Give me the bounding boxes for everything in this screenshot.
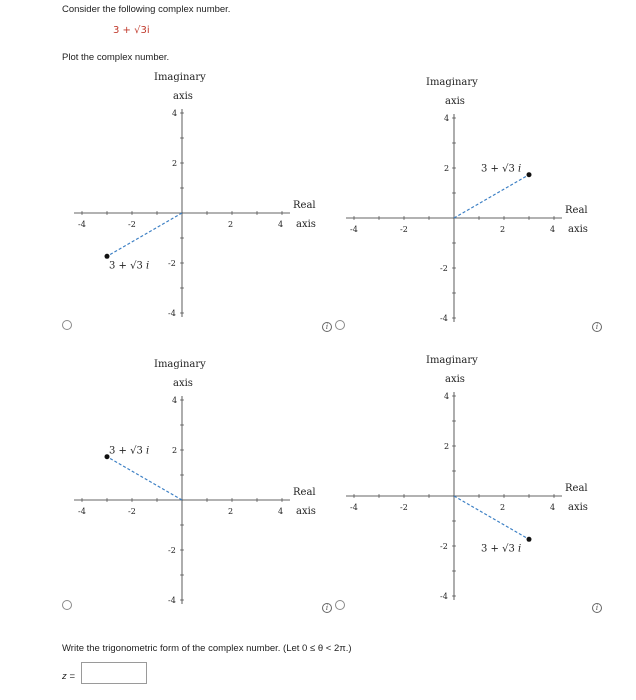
imaginary-axis-title-2: axis bbox=[445, 96, 465, 107]
y-tick-label: -4 bbox=[168, 309, 176, 318]
x-tick-label: 4 bbox=[550, 225, 556, 234]
answer-label: z = bbox=[62, 671, 75, 682]
imaginary-axis-title: Imaginary bbox=[154, 72, 206, 83]
imaginary-axis-title-2: axis bbox=[445, 374, 465, 385]
x-tick-label: -4 bbox=[78, 220, 86, 229]
y-tick-label: -4 bbox=[168, 596, 176, 605]
point-label: 3 + √3 i bbox=[481, 543, 522, 555]
y-tick-label: -2 bbox=[168, 259, 176, 268]
y-tick-label: 4 bbox=[444, 392, 450, 401]
question-prompt: Consider the following complex number. bbox=[62, 4, 231, 15]
x-tick-label: -2 bbox=[400, 503, 408, 512]
trig-form-prompt: Write the trigonometric form of the complex number. (Let 0 ≤ θ < 2π.) bbox=[62, 643, 352, 654]
option-d-info-icon[interactable]: i bbox=[592, 603, 602, 613]
x-tick-label: 2 bbox=[500, 503, 506, 512]
point-label: 3 + √3 i bbox=[481, 163, 522, 175]
imaginary-axis-title-2: axis bbox=[173, 91, 193, 102]
point-label: 3 + √3 i bbox=[109, 445, 150, 457]
y-tick-label: -2 bbox=[168, 546, 176, 555]
imaginary-axis-title-2: axis bbox=[173, 378, 193, 389]
option-b-info-icon[interactable]: i bbox=[592, 322, 602, 332]
real-axis-title-2: axis bbox=[296, 506, 316, 517]
imaginary-axis-title: Imaginary bbox=[154, 359, 206, 370]
real-axis-title-2: axis bbox=[568, 224, 588, 235]
x-tick-label: 4 bbox=[278, 507, 284, 516]
y-tick-label: 2 bbox=[172, 159, 178, 168]
vector-line bbox=[454, 496, 529, 539]
plot-prompt: Plot the complex number. bbox=[62, 52, 170, 63]
imaginary-axis-title: Imaginary bbox=[426, 77, 478, 88]
option-d-radio[interactable] bbox=[335, 600, 345, 610]
real-axis-title-2: axis bbox=[568, 502, 588, 513]
real-axis-title-2: axis bbox=[296, 219, 316, 230]
real-axis-title: Real bbox=[565, 205, 588, 216]
y-tick-label: -4 bbox=[440, 314, 448, 323]
y-tick-label: -2 bbox=[440, 264, 448, 273]
x-tick-label: 4 bbox=[550, 503, 556, 512]
y-tick-label: -4 bbox=[440, 592, 448, 601]
x-tick-label: -2 bbox=[128, 220, 136, 229]
x-tick-label: 2 bbox=[228, 507, 234, 516]
x-tick-label: -4 bbox=[350, 503, 358, 512]
x-tick-label: 4 bbox=[278, 220, 284, 229]
imaginary-axis-title: Imaginary bbox=[426, 355, 478, 366]
x-tick-label: 2 bbox=[500, 225, 506, 234]
y-tick-label: -2 bbox=[440, 542, 448, 551]
y-tick-label: 4 bbox=[444, 114, 450, 123]
x-tick-label: -4 bbox=[78, 507, 86, 516]
real-axis-title: Real bbox=[565, 483, 588, 494]
y-tick-label: 4 bbox=[172, 396, 178, 405]
x-tick-label: -2 bbox=[400, 225, 408, 234]
complex-number-expression: 3 + √3i bbox=[113, 25, 150, 36]
complex-point bbox=[527, 537, 532, 542]
y-tick-label: 2 bbox=[444, 442, 450, 451]
option-a-info-icon[interactable]: i bbox=[322, 322, 332, 332]
y-tick-label: 2 bbox=[172, 446, 178, 455]
real-axis-title: Real bbox=[293, 487, 316, 498]
y-tick-label: 2 bbox=[444, 164, 450, 173]
x-tick-label: -4 bbox=[350, 225, 358, 234]
x-tick-label: -2 bbox=[128, 507, 136, 516]
real-axis-title: Real bbox=[293, 200, 316, 211]
x-tick-label: 2 bbox=[228, 220, 234, 229]
y-tick-label: 4 bbox=[172, 109, 178, 118]
option-c-info-icon[interactable]: i bbox=[322, 603, 332, 613]
point-label: 3 + √3 i bbox=[109, 260, 150, 272]
answer-input[interactable] bbox=[81, 662, 147, 684]
